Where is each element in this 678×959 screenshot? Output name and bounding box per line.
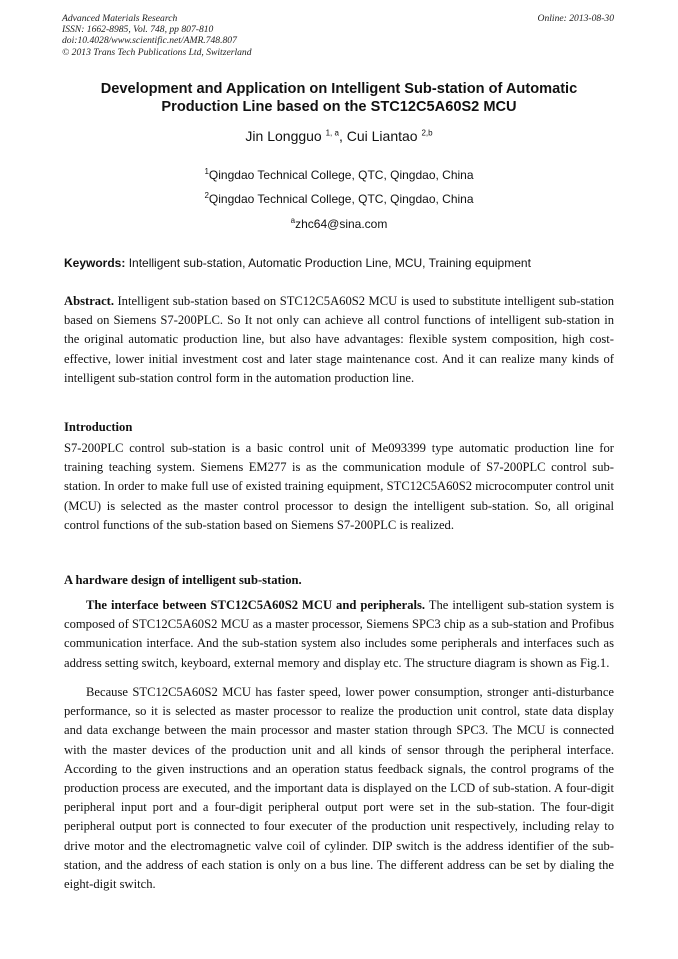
paper-title bbox=[62, 80, 616, 116]
journal-name: Advanced Materials Research bbox=[62, 13, 178, 24]
introduction-heading: Introduction bbox=[64, 420, 133, 434]
title-line-1: Development and Application on Intelligent Sub-station of Automatic bbox=[100, 81, 578, 97]
email-sup: a bbox=[290, 216, 296, 225]
introduction-text: S7-200PLC control sub-station is a basic control unit of Me093399 type automatic production line for training teaching system. Siemens EM277 is as the communication module of S7-200PLC control sub-station. In order to make full use of existed training equipment, STC12C5A60S2 microcomputer control unit (MCU) is selected as the master control processor to design the intelligent sub-station. So, all original control functions of the sub-station based on Siemens S7-200PLC is realized. bbox=[64, 441, 614, 532]
journal-issn: ISSN: 1662-8985, Vol. 748, pp 807-810 bbox=[62, 24, 214, 36]
online-date: Online: 2013-08-30 bbox=[537, 13, 614, 24]
journal-copyright: © 2013 Trans Tech Publications Ltd, Switzerland bbox=[62, 46, 252, 58]
author-1-sup: 1, a bbox=[325, 128, 339, 138]
keywords-text: Intelligent sub-station, Automatic Production Line, MCU, Training equipment bbox=[125, 256, 531, 270]
hardware-subheading: The interface between STC12C5A60S2 MCU and peripherals. bbox=[86, 598, 426, 612]
affiliation-1-sup: 1 bbox=[204, 167, 209, 176]
author-2-name: Cui Liantao bbox=[346, 128, 418, 144]
author-2-sup: 2,b bbox=[421, 128, 433, 138]
journal-header bbox=[62, 13, 252, 58]
author-1-name: Jin Longguo bbox=[245, 128, 322, 144]
affiliation-2-text: Qingdao Technical College, QTC, Qingdao, China bbox=[208, 192, 474, 206]
hardware-paragraph-2: Because STC12C5A60S2 MCU has faster speed, lower power consumption, stronger anti-disturbance performance, so it is selected as master processor to realize the production unit control, state data display and data exchange between the main processor and master station through SPC3. The MCU is connected with the master devices of the production unit and all kinds of sensor through the peripheral interface. According to the given instructions and an operation status feedback signals, the control programs of the production process are executed, and the important data is displayed on the LCD of sub-station. A four-digit peripheral input port and a four-digit peripheral output port were set in the sub-station. The four-digit peripheral output port is connected to four executer of the production unit respectively, including relay to drive motor and the electromagnetic valve coil of cylinder. DIP switch is the address identifier of the sub-station, and the address of each station is only on a bus line. The different address can be set by dialing the eight-digit switch. bbox=[64, 685, 614, 892]
hardware-paragraph-1 bbox=[64, 596, 614, 673]
keywords bbox=[64, 256, 616, 270]
author-email bbox=[62, 217, 616, 231]
affiliation-1-text: Qingdao Technical College, QTC, Qingdao, China bbox=[208, 168, 474, 182]
email-text: zhc64@sina.com bbox=[295, 217, 388, 231]
authors-line bbox=[62, 128, 616, 144]
affiliation-1 bbox=[62, 168, 616, 182]
abstract-text: Intelligent sub-station based on STC12C5A60S2 MCU is used to substitute intelligent sub-station based on Siemens S7-200PLC. So It not only can achieve all control functions of intelligent sub-station in the original automatic production line, but also have advantages: flexible system composition, high cost-effective, lower initial investment cost and later stage maintenance cost. And it can realize many kinds of intelligent sub-station control form in the automation production line. bbox=[64, 294, 614, 385]
keywords-label: Keywords: bbox=[64, 256, 126, 270]
abstract-label: Abstract. bbox=[64, 294, 115, 308]
journal-doi: doi:10.4028/www.scientific.net/AMR.748.807 bbox=[62, 35, 237, 47]
affiliation-2-sup: 2 bbox=[204, 191, 209, 200]
hardware-paragraph-1-text: The intelligent sub-station system is composed of STC12C5A60S2 MCU as a master processor, Siemens SPC3 chip as a sub-station and Profibus communication interface. And the sub-station system also includes some peripherals and interfaces such as address setting switch, keyboard, external memory and display etc. The structure diagram is shown as Fig.1. bbox=[64, 598, 614, 670]
author-separator: , bbox=[338, 128, 347, 144]
hardware-heading: A hardware design of intelligent sub-station. bbox=[64, 573, 302, 587]
abstract bbox=[64, 292, 614, 388]
title-line-2: Production Line based on the STC12C5A60S2 MCU bbox=[161, 99, 517, 115]
affiliation-2 bbox=[62, 192, 616, 206]
